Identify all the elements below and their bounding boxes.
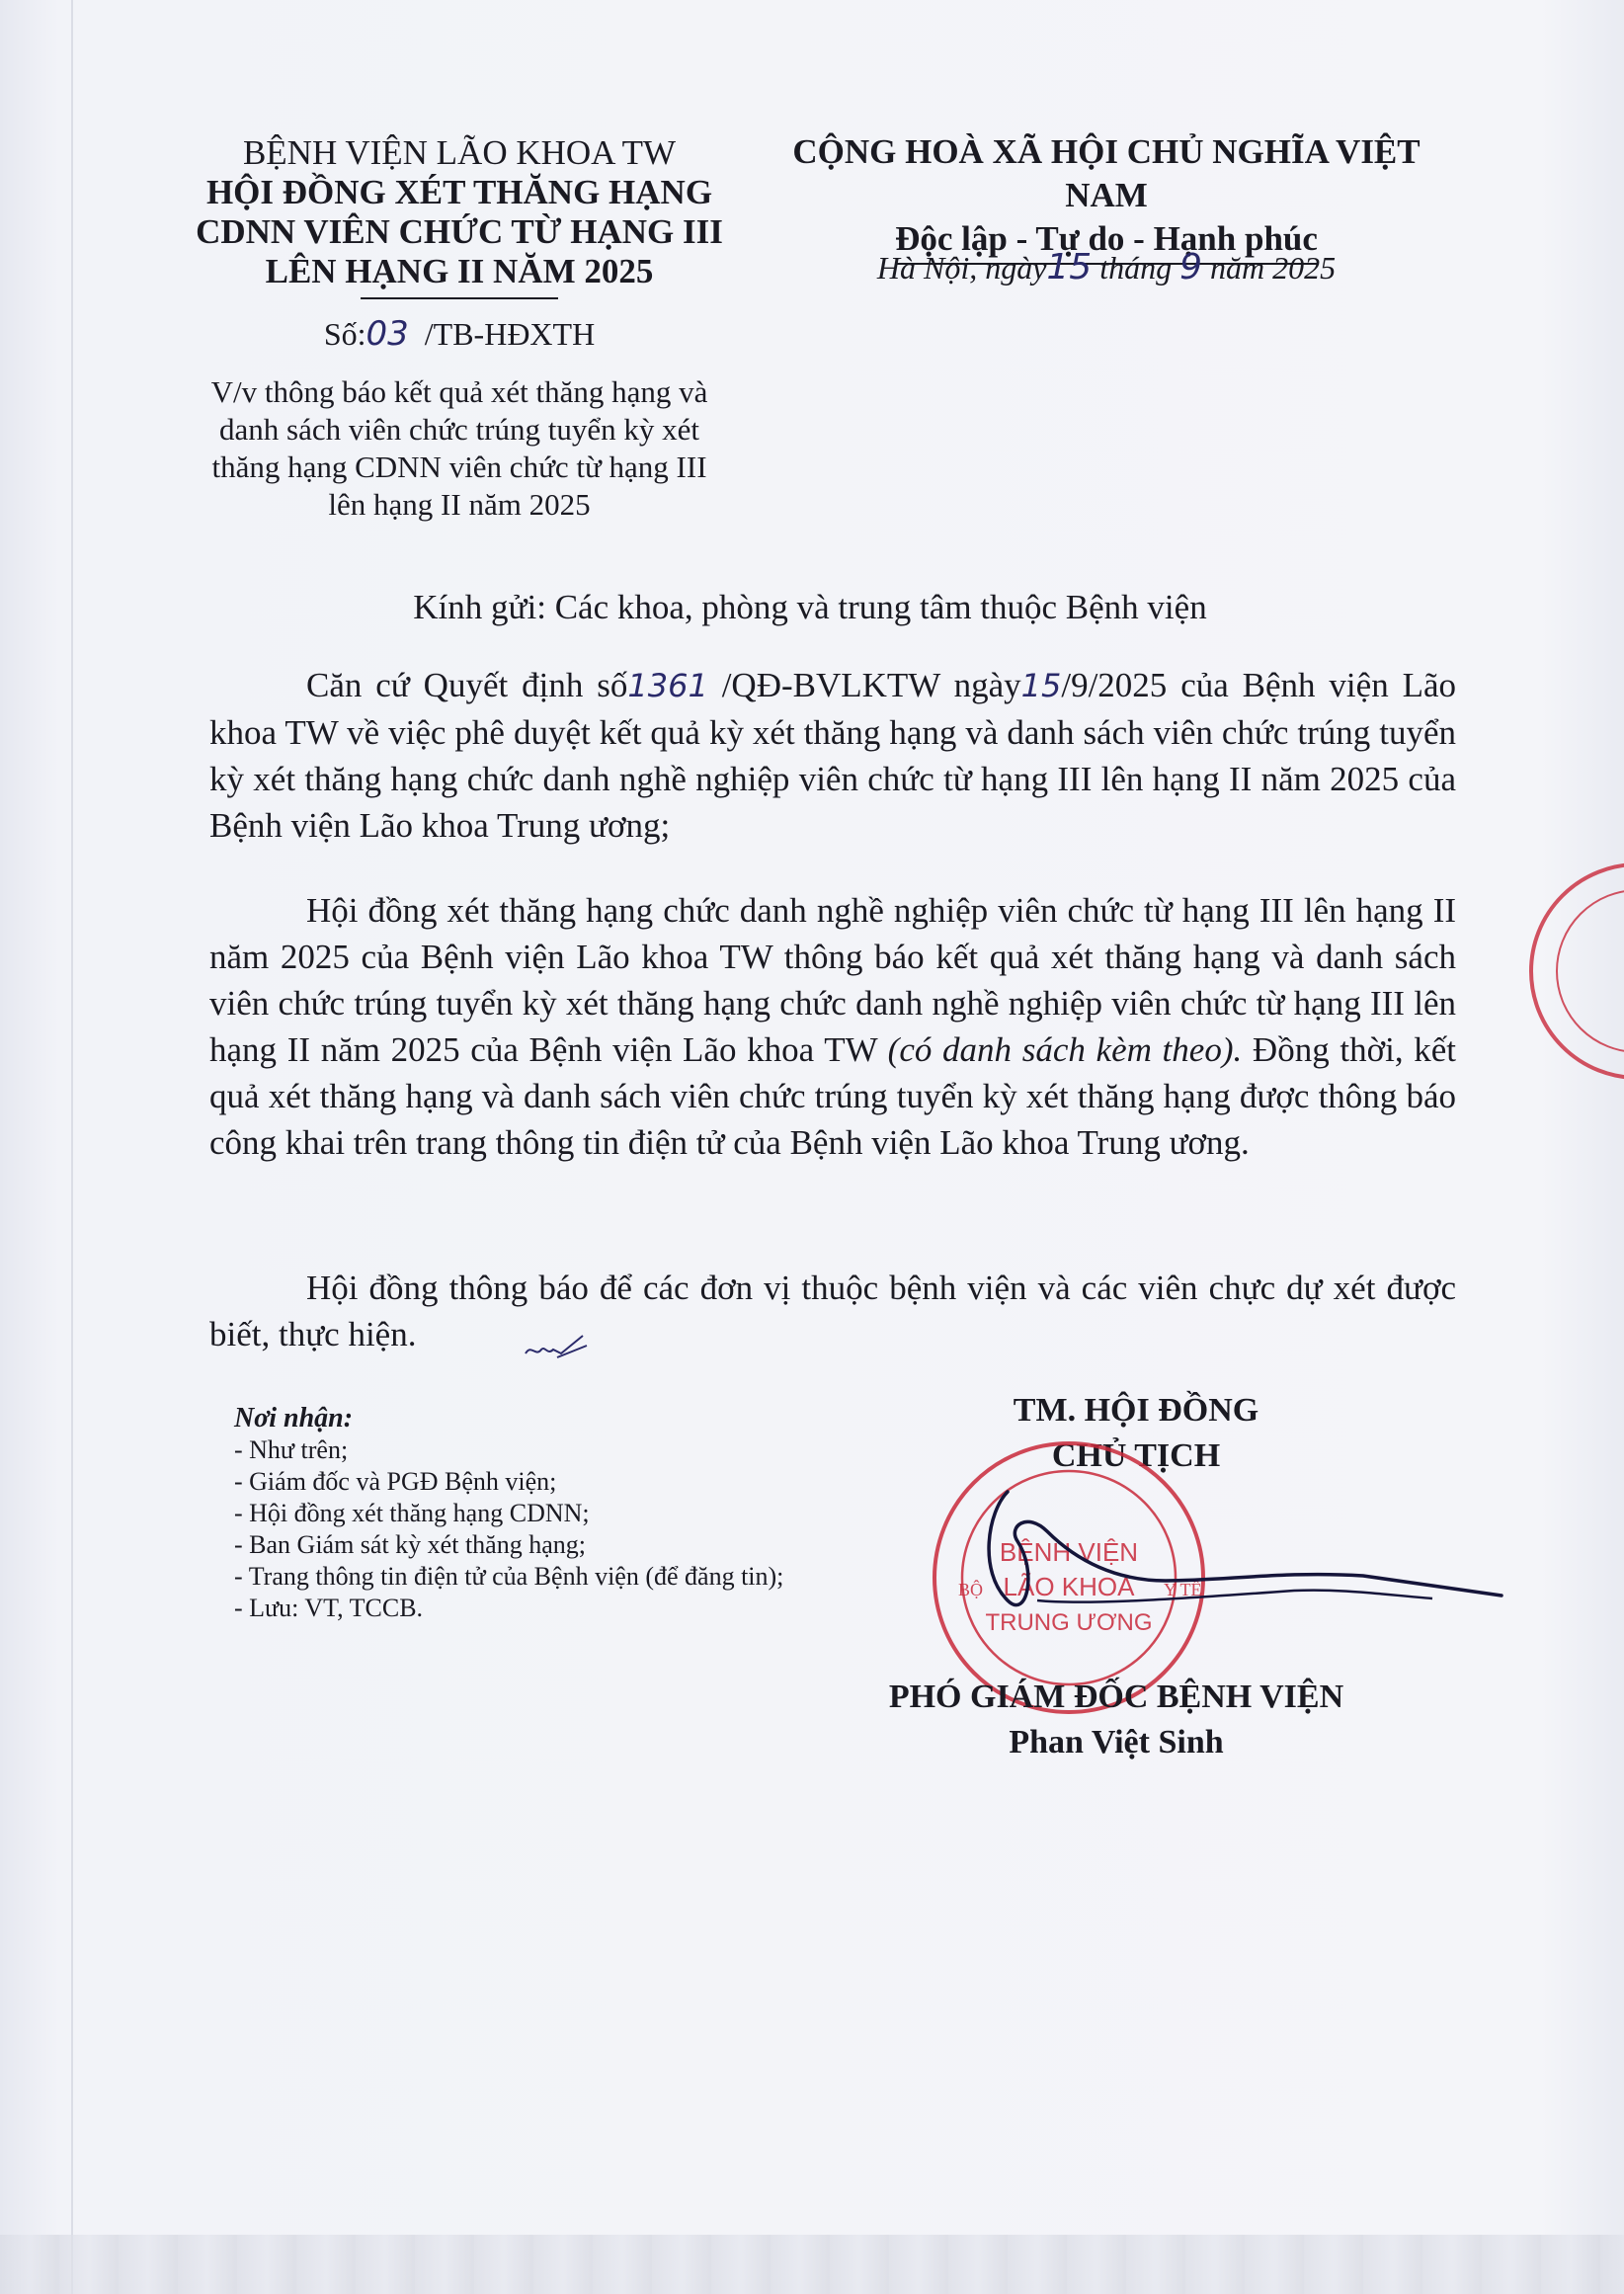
signer-name: Phan Việt Sinh — [1009, 1724, 1224, 1761]
p1-text-c: /9/2025 của Bệnh viện Lão khoa TW về việc phê duyệt kết quả kỳ xét thăng hạng và danh sách viên chức trúng tuyển kỳ xét thăng hạng chức danh nghề nghiệp viên chức từ hạng III lên hạng II năm 2025 của Bệnh viện Lão khoa Trung ương; — [209, 666, 1457, 845]
p1-text-b: /QĐ-BVLKTW ngày — [721, 666, 1021, 704]
number-suffix: /TB-HĐXTH — [424, 316, 596, 352]
on-behalf-label: TM. HỘI ĐỒNG — [1013, 1392, 1259, 1429]
number-prefix: Số: — [323, 316, 366, 352]
receiver-item: - Giám đốc và PGĐ Bệnh viện; — [234, 1467, 557, 1496]
edge-stamp — [1519, 858, 1624, 1085]
subject-block — [168, 373, 751, 524]
p2-italic: (có danh sách kèm theo). — [887, 1030, 1243, 1069]
chair-label: CHỦ TỊCH — [1051, 1437, 1221, 1474]
paragraph-1 — [209, 662, 1456, 849]
receivers-block — [234, 1403, 787, 1624]
subject-line-4: lên hạng II năm 2025 — [328, 487, 591, 522]
council-line-3: LÊN HẠNG II NĂM 2025 — [265, 252, 654, 290]
motto-line-2: Độc lập - Tự do - Hạnh phúc — [895, 217, 1318, 265]
council-line-2: CDNN VIÊN CHỨC TỪ HẠNG III — [196, 212, 723, 251]
council-line-1: HỘI ĐỒNG XÉT THĂNG HẠNG — [205, 173, 713, 211]
p2-text-a: Hội đồng xét thăng hạng chức danh nghề nghiệp viên chức từ hạng III lên hạng II năm 2025 của Bệnh viện Lão khoa TW thông báo kết quả xét thăng hạng và danh sách viên chức trúng tuyển kỳ xét thăng hạng chức danh nghề nghiệp viên chức từ hạng III lên hạng II năm 2025 của Bệnh viện Lão khoa TW — [209, 891, 1456, 1069]
number-handwritten: 03 — [365, 314, 409, 354]
receivers-title: Nơi nhận: — [234, 1403, 354, 1434]
header-divider — [361, 297, 558, 299]
date-month: 9 — [1179, 247, 1203, 287]
date-suffix: năm 2025 — [1210, 250, 1337, 286]
stamp-line-1: BỆNH VIỆN — [999, 1537, 1139, 1567]
date-day: 15 — [1046, 247, 1093, 287]
paragraph-2 — [209, 887, 1456, 1166]
receiver-item: - Trang thông tin điện tử của Bệnh viện (để đăng tin); — [234, 1562, 784, 1591]
subject-line-3: thăng hạng CDNN viên chức từ hạng III — [211, 450, 707, 484]
p1-decision-number: 1361 — [627, 667, 708, 704]
page-fold-line — [71, 0, 73, 2294]
document-number — [168, 314, 751, 354]
p1-text-a: Căn cứ Quyết định số — [306, 666, 628, 704]
issuer-block — [168, 133, 751, 299]
receiver-item: - Như trên; — [234, 1435, 349, 1464]
receiver-item: - Ban Giám sát kỳ xét thăng hạng; — [234, 1530, 586, 1559]
signer-block — [771, 1675, 1462, 1765]
initial-signature — [522, 1324, 591, 1363]
signer-role: PHÓ GIÁM ĐỐC BỆNH VIỆN — [888, 1679, 1344, 1715]
stamp-line-2: LÃO KHOA — [1003, 1572, 1135, 1601]
receiver-item: - Hội đồng xét thăng hạng CDNN; — [234, 1499, 590, 1527]
date-prefix: Hà Nội, ngày — [876, 250, 1047, 286]
subject-line-1: V/v thông báo kết quả xét thăng hạng và — [210, 374, 708, 409]
motto-line-1: CỘNG HOÀ XÃ HỘI CHỦ NGHĨA VIỆT NAM — [792, 132, 1421, 214]
receiver-item: - Lưu: VT, TCCB. — [234, 1594, 424, 1622]
scan-edge — [0, 2235, 1624, 2294]
date-mid: tháng — [1099, 250, 1173, 286]
date-line — [751, 247, 1462, 287]
p2-text-b: Đồng thời, kết quả xét thăng hạng và danh sách viên chức trúng tuyển kỳ xét thăng hạng được thông báo công khai trên trang thông tin điện tử của Bệnh viện Lão khoa Trung ương. — [209, 1030, 1457, 1162]
national-motto — [751, 130, 1462, 265]
issuer-organization: BỆNH VIỆN LÃO KHOA TW — [242, 133, 677, 172]
handwritten-signature — [968, 1472, 1521, 1660]
recipient-line: Kính gửi: Các khoa, phòng và trung tâm thuộc Bệnh viện — [413, 588, 1207, 626]
stamp-ring-left: BỘ — [958, 1580, 984, 1599]
subject-line-2: danh sách viên chức trúng tuyển kỳ xét — [219, 412, 699, 447]
paragraph-3: Hội đồng thông báo để các đơn vị thuộc bệnh viện và các viên chực dự xét được biết, thực hiện. — [209, 1269, 1456, 1353]
p1-decision-day: 15 — [1020, 667, 1062, 704]
stamp-line-3: TRUNG ƯƠNG — [985, 1609, 1153, 1636]
stamp-ring-right: Y TẾ — [1164, 1580, 1202, 1599]
